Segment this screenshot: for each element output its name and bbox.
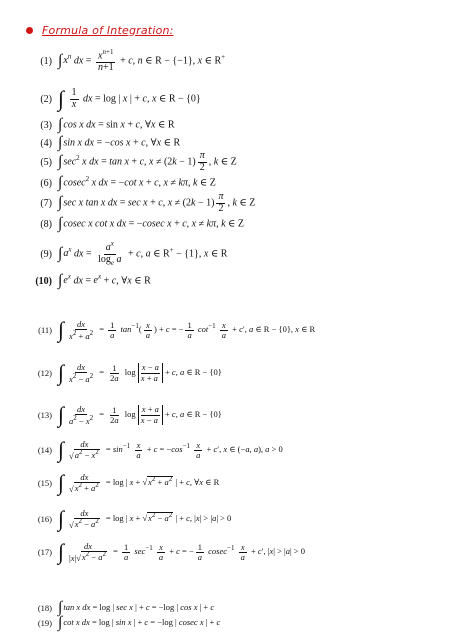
formula-expression: $\int\sec^2$ x dx = tan x + c, x ≠ (2k − 1) $\frac{\pi}{2}$ , k ∈ Z xyxy=(58,150,237,173)
formula-number: (2) xyxy=(40,93,52,105)
formula-row xyxy=(0,468,474,498)
formula-number: (15) xyxy=(37,478,52,488)
formula-number: (16) xyxy=(37,514,52,524)
formula-row xyxy=(0,216,474,232)
formula-row xyxy=(0,314,474,346)
formula-number: (10) xyxy=(35,275,52,287)
formula-expression: ∫cosec$^2$ x dx = −cot x + c, x ≠ kπ, k ∈ Z xyxy=(58,174,216,192)
formula-row xyxy=(0,238,474,270)
formula-row xyxy=(0,434,474,466)
formula-number: (17) xyxy=(37,547,52,557)
formula-number: (8) xyxy=(40,218,52,230)
formula-row xyxy=(0,193,474,213)
formula-row xyxy=(0,616,474,630)
formula-expression: ∫ $\frac{dx}{x^2 - a^2}$ = $\frac{1}{2a}$ log $\frac{x - a}{x + a}$ + c, a ∈ R − {0} xyxy=(58,360,222,385)
formula-expression: ∫cos x dx = sin x + c, ∀x ∈ R xyxy=(58,116,175,133)
formula-expression: ∫ $\frac{dx}{√a^2 - x^2}$ = $\sin^{-1}$ $\frac{x}{a}$ + $c = -\cos^{-1}$ $\frac{x}{a}$ + c′, x ∈ (−a, a), a > 0 xyxy=(58,437,283,462)
formula-expression: ∫sin x dx = −cos x + c, ∀x ∈ R xyxy=(58,134,181,151)
formula-number: (7) xyxy=(40,197,52,209)
formula-row xyxy=(0,358,474,388)
formula-row xyxy=(0,273,474,289)
formula-expression: ∫sec x tan x dx = sec x + c, x ≠ (2k − 1) $\frac{\pi}{2}$ , k ∈ Z xyxy=(58,191,256,214)
formula-number: (13) xyxy=(37,410,52,420)
formula-number: (19) xyxy=(37,618,52,628)
formula-number: (11) xyxy=(38,325,52,335)
formula-number: (18) xyxy=(37,603,52,613)
formula-expression: ∫cosec x cot x dx = −cosec x + c, x ≠ kπ, k ∈ Z xyxy=(58,215,245,232)
formula-number: (14) xyxy=(37,445,52,455)
formula-number: (3) xyxy=(40,119,52,131)
formula-number: (6) xyxy=(40,177,52,189)
formula-row xyxy=(0,504,474,534)
formula-expression: ∫ $\frac{1}{x}$ dx = log | x | + c, x ∈ R − {0} xyxy=(58,86,201,111)
formula-expression: $\int x^n$ dx = $\frac{x^{n+1}}{n+1}$ + c, n ∈ R − {−1}, x ∈ R+ xyxy=(58,47,226,73)
formula-expression: ∫ $\frac{dx}{x^2 + a^2}$ = $\frac{1}{a}$ $\tan^{-1}$( $\frac{x}{a}$ ) + c = − $\frac{1}{a}$ $\cot^{-1}$ $\frac{x}{a}$ + c′, a ∈ R − {0}, x ∈ R xyxy=(58,317,316,342)
formula-row xyxy=(0,400,474,430)
section-heading: Formula of Integration: xyxy=(42,23,174,37)
formula-number: (12) xyxy=(37,368,52,378)
formula-row xyxy=(0,150,474,173)
section-header xyxy=(26,20,174,40)
formula-row xyxy=(0,86,474,112)
formula-number: (5) xyxy=(40,156,52,168)
formula-expression: ∫ $\frac{dx}{|x|√x^2 - a^2}$ = $\frac{1}{a}$ $\sec^{-1}$ $\frac{x}{a}$ + c = − $\frac{1}{a}$ cosec$^{-1}$ $\frac{x}{a}$ + c′, |x| > |a| > 0 xyxy=(58,539,305,564)
bullet-icon xyxy=(26,27,33,34)
formula-expression: ∫ $\frac{dx}{√x^2 - a^2}$ = log | $x + √x^2 - a^2$ | + c, |x| > |a| > 0 xyxy=(58,506,232,531)
formula-expression: $\int e^x$ dx = $e^x + c$, ∀x ∈ R xyxy=(58,272,151,290)
formula-number: (4) xyxy=(40,137,52,149)
formula-expression: $\int a^x$ dx = $\frac{a^x}{\log_e a}$ + c, a ∈ R+ − {1}, x ∈ R xyxy=(58,239,228,267)
formula-number: (9) xyxy=(40,248,52,260)
formula-row xyxy=(0,46,474,76)
formula-expression: ∫ $\frac{dx}{√x^2 + a^2}$ = log | $x + √x^2 + a^2$ | + c, ∀x ∈ R xyxy=(58,470,220,495)
formula-number: (1) xyxy=(40,55,52,67)
formula-row xyxy=(0,601,474,615)
formula-expression: ∫tan x dx = log | sec x | + c = −log | cos x | + c xyxy=(58,599,215,616)
formula-row xyxy=(0,175,474,191)
formula-expression: ∫cot x dx = log | sin x | + c = −log | cosec x | + c xyxy=(58,614,221,631)
formula-row xyxy=(0,117,474,133)
formula-row xyxy=(0,536,474,568)
formula-expression: ∫ $\frac{dx}{a^2 - x^2}$ = $\frac{1}{2a}$ log $\frac{x + a}{x - a}$ + c, a ∈ R − {0} xyxy=(58,402,222,427)
formula-row xyxy=(0,135,474,151)
